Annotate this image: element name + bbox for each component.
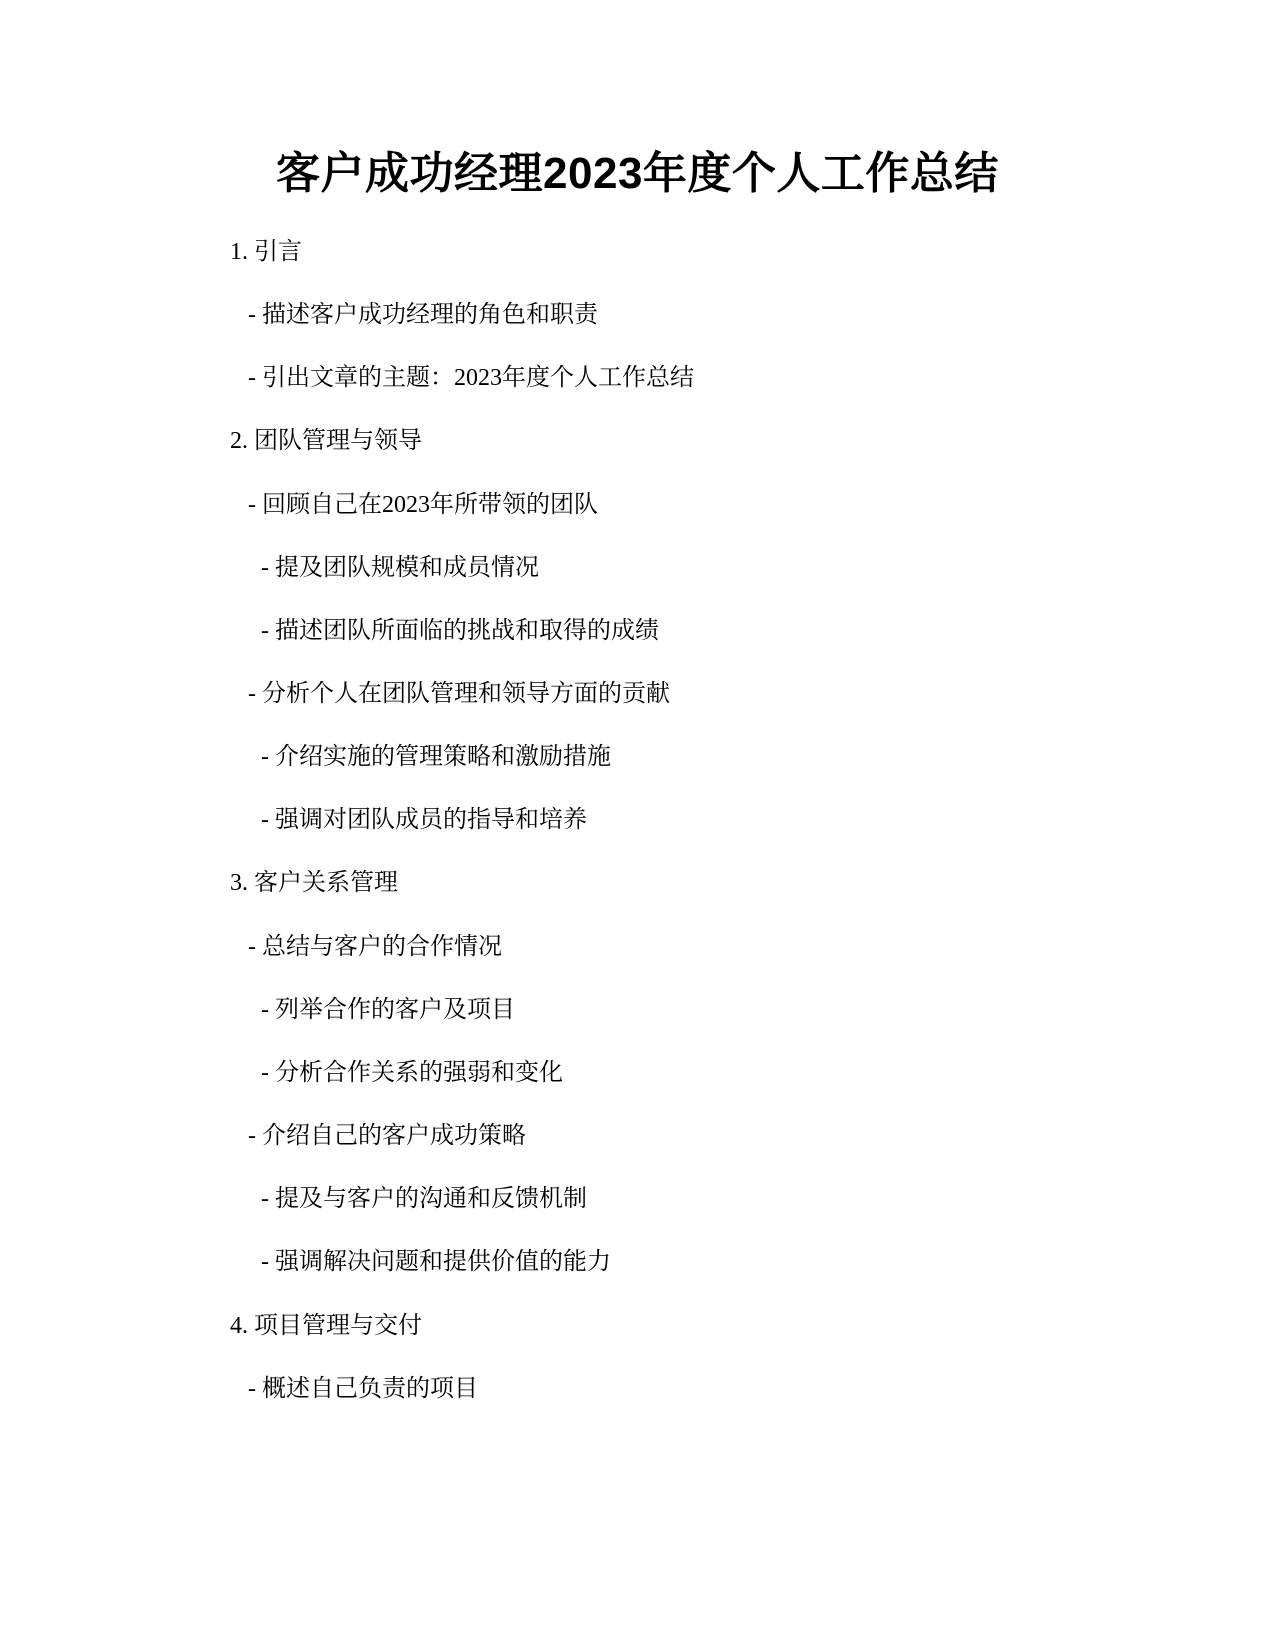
- outline-item: - 描述客户成功经理的角色和职责: [248, 302, 598, 328]
- outline-subitem: - 描述团队所面临的挑战和取得的成绩: [261, 618, 659, 644]
- section-heading-intro: 1. 引言: [230, 239, 302, 265]
- outline-item: - 引出文章的主题：2023年度个人工作总结: [248, 365, 694, 391]
- outline-subitem: - 提及团队规模和成员情况: [261, 555, 539, 581]
- section-heading-project: 4. 项目管理与交付: [230, 1313, 422, 1339]
- outline-subitem: - 分析合作关系的强弱和变化: [261, 1060, 563, 1086]
- outline-subitem: - 介绍实施的管理策略和激励措施: [261, 744, 611, 770]
- section-heading-team: 2. 团队管理与领导: [230, 428, 422, 454]
- outline-item: - 概述自己负责的项目: [248, 1376, 478, 1402]
- outline-item: - 回顾自己在2023年所带领的团队: [248, 492, 598, 518]
- outline-item: - 介绍自己的客户成功策略: [248, 1123, 526, 1149]
- document-title: 客户成功经理2023年度个人工作总结: [276, 149, 999, 198]
- outline-subitem: - 提及与客户的沟通和反馈机制: [261, 1186, 587, 1212]
- outline-item: - 总结与客户的合作情况: [248, 934, 502, 960]
- outline-subitem: - 列举合作的客户及项目: [261, 997, 515, 1023]
- outline-item: - 分析个人在团队管理和领导方面的贡献: [248, 681, 670, 707]
- outline-subitem: - 强调解决问题和提供价值的能力: [261, 1249, 611, 1275]
- section-heading-customer: 3. 客户关系管理: [230, 870, 398, 896]
- outline-subitem: - 强调对团队成员的指导和培养: [261, 807, 587, 833]
